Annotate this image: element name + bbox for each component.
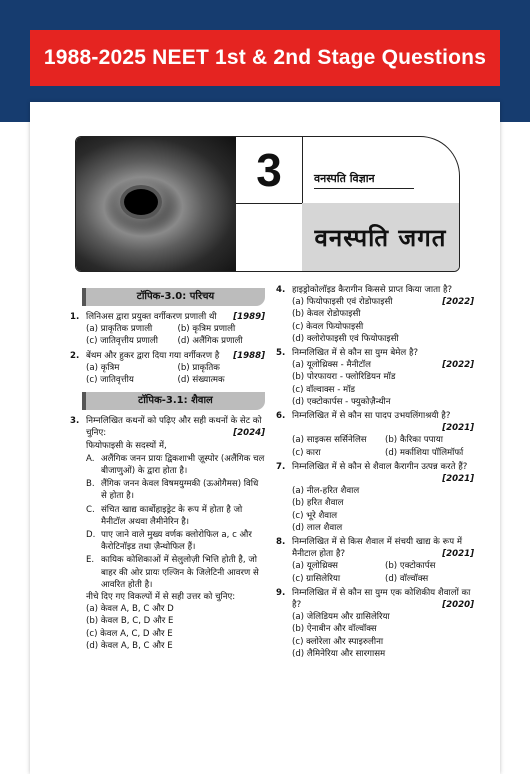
answer-prompt: नीचे दिए गए विकल्पों में से सही उत्तर को चुनिए: <box>86 592 236 603</box>
option: (b) कैरिका पपाया <box>385 435 443 446</box>
option: (b) पोरफायरा - फ्लोरिडियन मॉड <box>292 372 396 383</box>
options <box>292 560 474 584</box>
question-6 <box>276 410 474 434</box>
question-year: [2021] <box>442 474 474 485</box>
option: (c) ग्रासिलेरिया <box>292 573 341 584</box>
question-year: [2022] <box>442 297 474 308</box>
question-year: [2021] <box>442 423 474 434</box>
statement-key: D. <box>86 530 96 541</box>
option: (c) वॉल्वाक्स - मॉड <box>292 384 356 395</box>
options <box>292 485 474 534</box>
question-text: निम्नलिखित में से किस शैवाल में संचयी खाद्य के रूप में मैनीटाल होता है? <box>292 537 463 560</box>
title-banner: 1988-2025 NEET 1st & 2nd Stage Questions <box>30 30 500 86</box>
question-text: निम्नलिखित कथनों को पढ़िए और सही कथनों के सेट को चुनिए: <box>86 416 262 439</box>
question-text: निम्नलिखित में से कौन सा पादप उभयलिंगाश्रयी है? <box>292 411 451 422</box>
question-number: 9. <box>276 587 286 598</box>
question-year: [2020] <box>442 600 474 611</box>
statement-key: E. <box>86 555 95 566</box>
question-number: 7. <box>276 461 286 472</box>
statement-text: पाए जाने वाले मुख्य वर्णक क्लोरोफिल a, c और कैरोटिनॉइड तथा ज़ैन्थोफिल हैं। <box>101 530 252 553</box>
question-text: लिनिअस द्वारा प्रयुक्त वर्गीकरण प्रणाली थी <box>86 312 217 322</box>
option: (d) केवल A, B, C और E <box>86 640 173 651</box>
option: (a) प्राकृतिक प्रणाली <box>86 324 153 335</box>
option: (c) केवल फियोफाइसी <box>292 321 364 332</box>
subject-label: वनस्पति विज्ञान <box>314 171 414 189</box>
option: (d) लाल शैवाल <box>292 522 343 533</box>
options <box>292 359 474 408</box>
question-text: निम्नलिखित में से कौन सा युग्म बेमेल है? <box>292 348 419 359</box>
options <box>292 611 474 660</box>
option: (b) प्राकृतिक <box>177 362 220 373</box>
question-3 <box>70 415 265 439</box>
question-number: 2. <box>70 350 80 361</box>
option: (d) अलैंगिक प्रणाली <box>177 336 243 347</box>
option: (d) मर्काशिया पॉलिमॉर्फा <box>385 447 464 458</box>
question-number: 1. <box>70 312 80 322</box>
option: (b) एक्टोकार्पस <box>385 561 436 572</box>
option: (c) केवल A, C, D और E <box>86 628 173 639</box>
question-text: हाइड्रोकोलॉइड कैरागीन किससे प्राप्त किया जाता है? <box>292 285 453 295</box>
option: (c) जातिवृत्तीय प्रणाली <box>86 336 158 347</box>
option: (b) केवल रोडोफाइसी <box>292 309 361 320</box>
question-7 <box>276 461 474 485</box>
option: (a) नील-हरित शैवाल <box>292 486 360 497</box>
option: (d) वॉल्वॉक्स <box>385 573 429 584</box>
option: (d) क्लोरोफाइसी एवं फियोफाइसी <box>292 333 399 344</box>
options <box>292 296 474 345</box>
chapter-header <box>75 136 460 272</box>
options <box>86 362 265 386</box>
option: (a) केवल A, B, C और D <box>86 604 174 615</box>
question-4 <box>276 284 474 296</box>
question-9 <box>276 587 474 611</box>
statement-key: B. <box>86 479 95 490</box>
question-8 <box>276 536 474 560</box>
option: (a) यूलोथ्रिक्स <box>292 561 338 572</box>
left-column <box>70 282 265 652</box>
option: (b) कृत्रिम प्रणाली <box>177 324 236 335</box>
question-number: 3. <box>70 416 80 427</box>
question-intro: फियोफाइसी के सदस्यों में, <box>86 440 167 451</box>
option: (b) हरित शैवाल <box>292 498 344 509</box>
statement-text: लैंगिक जनन केवल विषमयुग्मकी (ऊओगैमस) विधि से होता है। <box>101 479 259 502</box>
question-text: बेंथम और हुकर द्वारा दिया गया वर्गीकरण है <box>86 350 220 361</box>
question-number: 6. <box>276 411 286 422</box>
option: (c) क्लोरेला और स्पाइरुलीना <box>292 636 384 647</box>
options <box>292 434 474 458</box>
question-1 <box>70 311 265 323</box>
topic-heading: टॉपिक-3.1: शैवाल <box>82 392 265 410</box>
option: (a) यूलोथ्रिक्स - मैनीटॉल [2022] <box>292 360 474 371</box>
right-column <box>276 282 474 660</box>
statement <box>86 504 265 528</box>
option: (c) जातिवृत्तीय <box>86 375 134 386</box>
options <box>86 323 265 347</box>
statement-key: A. <box>86 453 95 464</box>
chapter-title: वनस्पति जगत <box>302 203 459 271</box>
question-year: [1989] <box>233 312 265 322</box>
statement-text: अलैंगिक जनन प्रायः द्विकशाभी ज़ूस्पोर (अलैंगिक चल बीजाणुओं) के द्वारा होता है। <box>101 453 265 477</box>
option: (b) ऐनाबीन और वॉल्वॉक्स <box>292 624 377 635</box>
question-year: [1988] <box>233 350 265 361</box>
option: (d) संख्यात्मक <box>177 375 225 386</box>
option: (a) फियोफाइसी एवं रोडोफाइसी [2022] <box>292 297 474 308</box>
statement-text: कायिक कोशिकाओं में सेलुलोज़ी भित्ति होती है, जो बाहर की ओर प्रायः एल्जिन के जिलेटिनी आवरण से आवरित होती है। <box>101 555 259 590</box>
statement <box>86 478 265 502</box>
option: (a) कृत्रिम <box>86 362 120 373</box>
option: (a) साइकस सर्सिनेलिस <box>292 435 367 446</box>
question-number: 4. <box>276 285 286 295</box>
book-page <box>30 102 500 774</box>
question-year: [2022] <box>442 360 474 371</box>
statement <box>86 453 265 477</box>
question-year: [2021] <box>442 549 474 560</box>
statement <box>86 554 265 591</box>
statement-key: C. <box>86 504 95 515</box>
statement <box>86 529 265 553</box>
question-number: 8. <box>276 537 286 548</box>
question-text: निम्नलिखित में से कौन से शैवाल कैरागीन उत्पन्न करते हैं? <box>292 461 468 472</box>
options <box>86 603 265 652</box>
option: (c) भूरे शैवाल <box>292 510 338 521</box>
question-number: 5. <box>276 348 286 359</box>
question-5 <box>276 347 474 359</box>
question-text: निम्नलिखित में से कौन सा युग्म एक कोशिकीय शैवालों का है? <box>292 587 471 611</box>
chapter-number: 3 <box>236 137 303 204</box>
eye-photo <box>76 137 236 271</box>
question-2 <box>70 350 265 362</box>
option: (d) एक्टोकार्पस - फ्युकोज़ैन्थीन <box>292 396 391 407</box>
option: (b) केवल B, C, D और E <box>86 616 174 627</box>
statement-text: संचित खाद्य कार्बोहाइड्रेट के रूप में होता है जो मैनीटॉल अथवा लैमीनेरिन है। <box>101 504 243 527</box>
option: (d) लैमिनेरिया और सारगासम <box>292 648 386 659</box>
topic-heading: टॉपिक-3.0: परिचय <box>82 288 265 306</box>
option: (c) कारा <box>292 447 321 458</box>
option: (a) जेलिडियम और ग्रासिलेरिया <box>292 612 390 623</box>
question-year: [2024] <box>233 428 265 439</box>
